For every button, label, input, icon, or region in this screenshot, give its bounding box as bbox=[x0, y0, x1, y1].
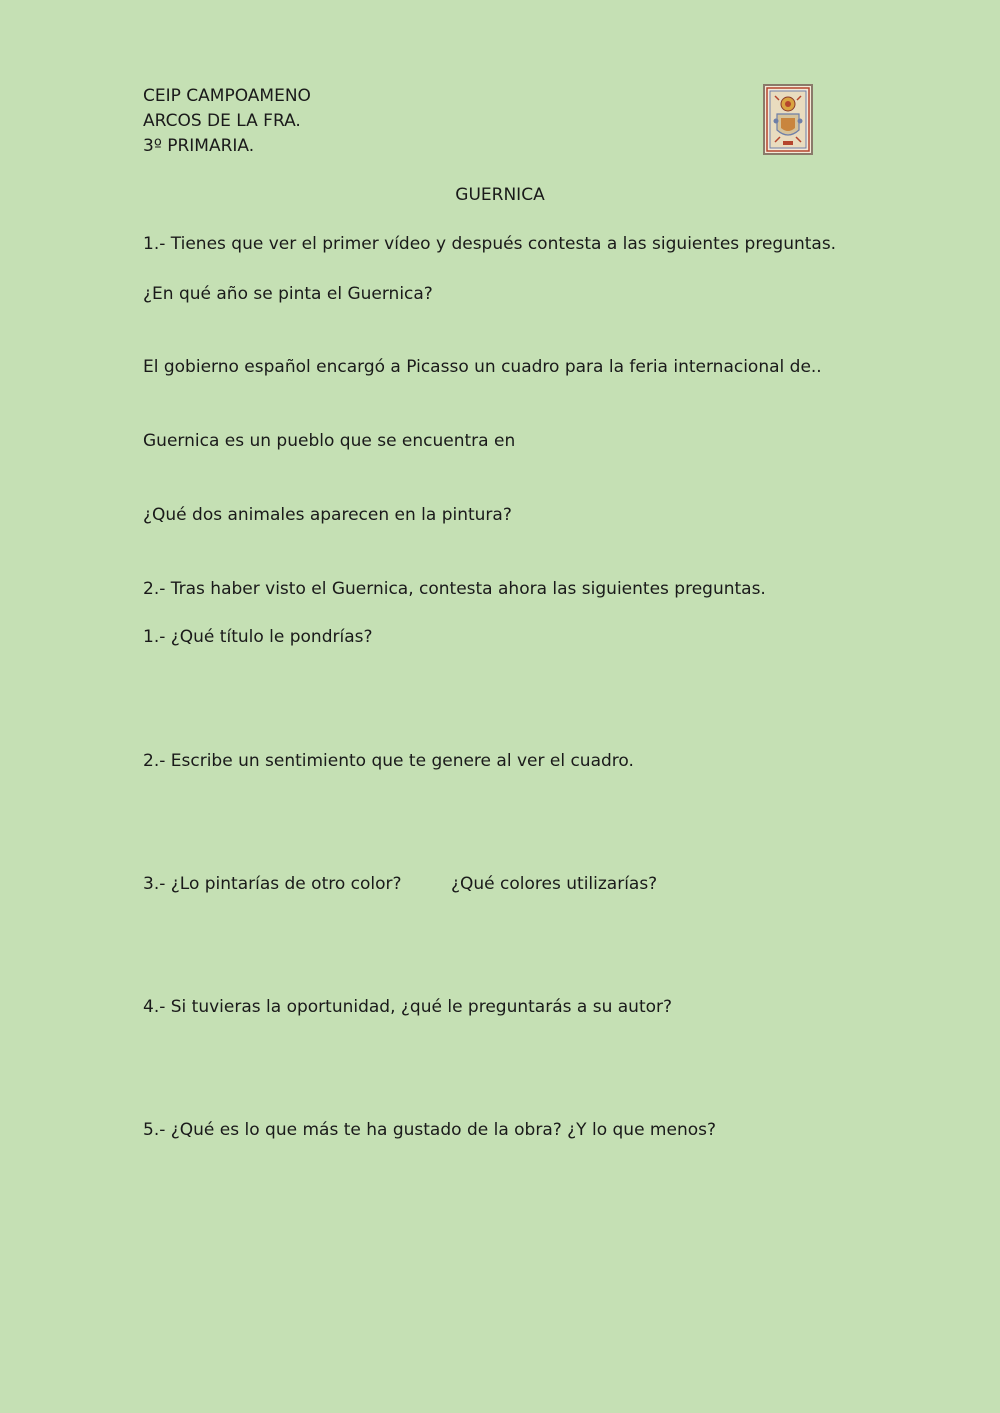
question-year: ¿En qué año se pinta el Guernica? bbox=[143, 284, 433, 304]
section2-instruction: 2.- Tras haber visto el Guernica, contesta ahora las siguientes preguntas. bbox=[143, 579, 766, 599]
question-color: 3.- ¿Lo pintarías de otro color? bbox=[143, 874, 402, 894]
school-crest-icon bbox=[763, 84, 813, 155]
school-town: ARCOS DE LA FRA. bbox=[143, 111, 301, 131]
page-title: GUERNICA bbox=[455, 185, 545, 205]
section1-instruction: 1.- Tienes que ver el primer vídeo y después contesta a las siguientes preguntas. bbox=[143, 234, 837, 254]
school-name: CEIP CAMPOAMENO bbox=[143, 86, 311, 106]
question-likes: 5.- ¿Qué es lo que más te ha gustado de la obra? ¿Y lo que menos? bbox=[143, 1120, 717, 1140]
grade-label: 3º PRIMARIA. bbox=[143, 136, 255, 156]
question-fair: El gobierno español encargó a Picasso un cuadro para la feria internacional de.. bbox=[143, 357, 822, 377]
question-animals: ¿Qué dos animales aparecen en la pintura? bbox=[143, 505, 512, 525]
question-author: 4.- Si tuvieras la oportunidad, ¿qué le preguntarás a su autor? bbox=[143, 997, 673, 1017]
question-colors-followup: ¿Qué colores utilizarías? bbox=[451, 874, 658, 894]
question-title: 1.- ¿Qué título le pondrías? bbox=[143, 627, 373, 647]
question-town: Guernica es un pueblo que se encuentra en bbox=[143, 431, 516, 451]
question-feeling: 2.- Escribe un sentimiento que te genere al ver el cuadro. bbox=[143, 751, 634, 771]
